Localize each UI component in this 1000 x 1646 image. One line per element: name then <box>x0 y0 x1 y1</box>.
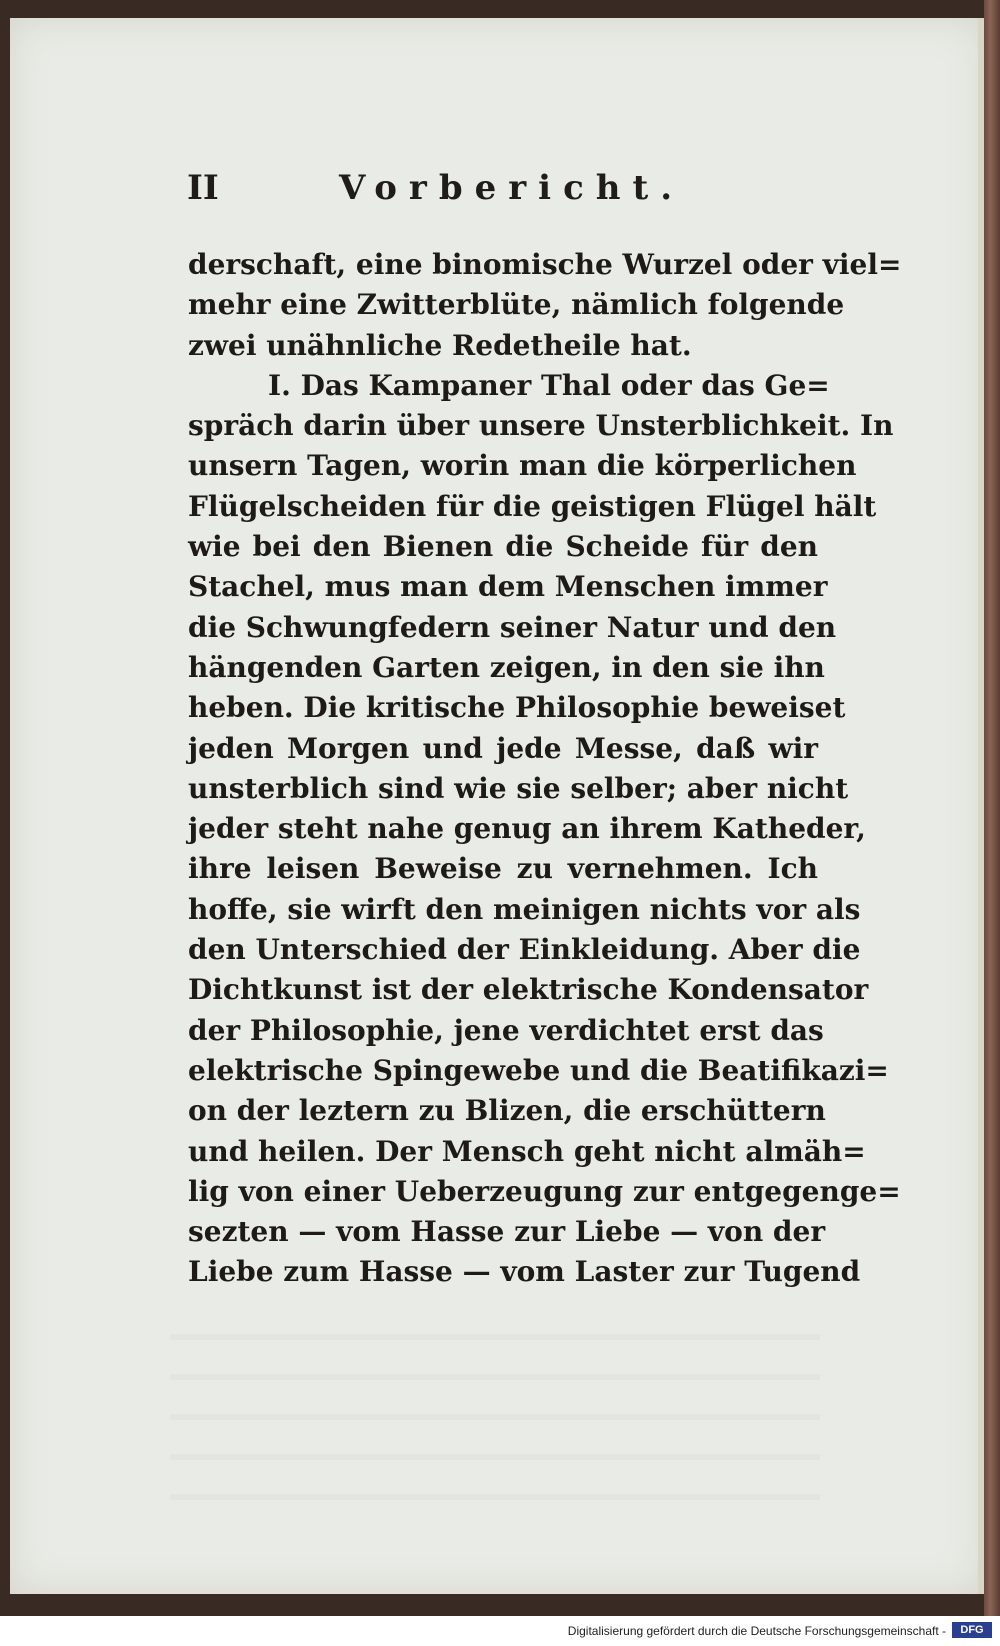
text-line: und heilen. Der Mensch geht nicht almäh= <box>188 1134 866 1168</box>
text-line: mehr eine Zwitterblüte, nämlich folgende <box>188 288 845 322</box>
text-line: Stachel, mus man dem Menschen immer <box>188 570 828 604</box>
text-line: sezten — vom Hasse zur Liebe — von der <box>188 1215 826 1249</box>
text-line: zwei unähnliche Redetheile hat. <box>188 328 692 362</box>
book-spine-edge <box>984 0 1000 1616</box>
digitization-footer <box>0 1616 1000 1646</box>
text-line: wie bei den Bienen die Scheide für den <box>188 530 818 564</box>
text-line: ihre leisen Beweise zu vernehmen. Ich <box>188 852 818 886</box>
text-line: der Philosophie, jene verdichtet erst das <box>188 1013 824 1047</box>
running-title: Vorbericht. <box>339 168 685 208</box>
text-line: hoffe, sie wirft den meinigen nichts vor als <box>188 892 861 926</box>
page-header <box>187 168 687 216</box>
text-line: lig von einer Ueberzeugung zur entgegenge= <box>188 1174 901 1208</box>
page-edge <box>978 18 984 1594</box>
body-text <box>188 245 902 1293</box>
text-line: Liebe zum Hasse — vom Laster zur Tugend <box>188 1255 861 1289</box>
text-line: Flügelscheiden für die geistigen Flügel hält <box>188 489 877 523</box>
text-line: Dichtkunst ist der elektrische Kondensator <box>188 973 869 1007</box>
funding-credit: Digitalisierung gefördert durch die Deutsche Forschungsgemeinschaft - <box>567 1624 946 1638</box>
text-line: jeder steht nahe genug an ihrem Katheder, <box>188 812 866 846</box>
text-line: unsern Tagen, worin man die körperlichen <box>188 449 857 483</box>
show-through-text <box>170 1300 820 1500</box>
page-number: II <box>187 168 219 208</box>
text-line: unsterblich sind wie sie selber; aber nicht <box>188 771 849 805</box>
text-line: jeden Morgen und jede Messe, daß wir <box>188 731 818 765</box>
text-line: heben. Die kritische Philosophie beweiset <box>188 691 846 725</box>
text-line: elektrische Spingewebe und die Beatifikazi= <box>188 1053 889 1087</box>
text-line: I. Das Kampaner Thal oder das Ge= <box>268 368 830 402</box>
text-line: hängenden Garten zeigen, in den sie ihn <box>188 650 825 684</box>
text-line: derschaft, eine binomische Wurzel oder viel= <box>188 248 902 281</box>
text-line: spräch darin über unsere Unsterblichkeit. In <box>188 409 894 443</box>
text-line: die Schwungfedern seiner Natur und den <box>188 610 837 644</box>
text-line: on der leztern zu Blizen, die erschüttern <box>188 1094 826 1128</box>
dfg-logo: DFG <box>952 1622 992 1638</box>
text-line: den Unterschied der Einkleidung. Aber die <box>188 933 861 967</box>
